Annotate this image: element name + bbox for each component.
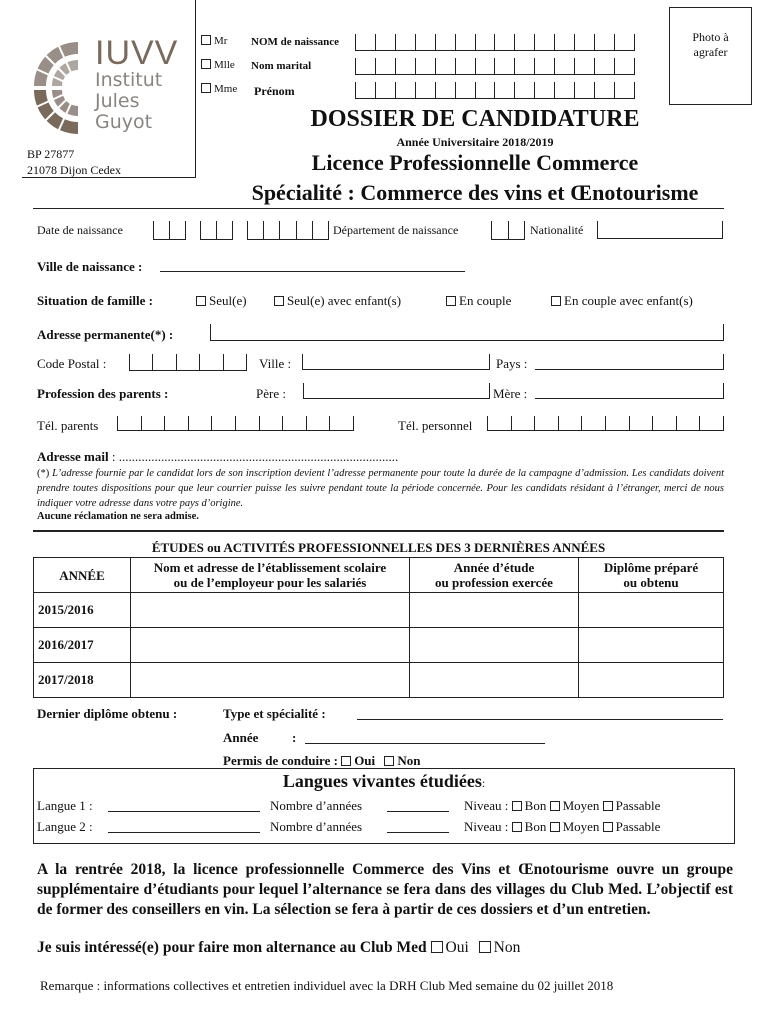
option-couple-enfants[interactable]: En couple avec enfant(s) bbox=[551, 293, 693, 309]
remark: Remarque : informations collectives et entretien individuel avec la DRH Club Med semaine du 02 juillet 2018 bbox=[40, 978, 614, 993]
logo-iuvv: IUVV bbox=[95, 34, 179, 72]
label-ville: Ville : bbox=[259, 356, 292, 371]
label-date-naissance: Date de naissance bbox=[37, 223, 123, 237]
address-bp: BP 27877 bbox=[27, 147, 75, 161]
prenom-field[interactable] bbox=[355, 82, 635, 99]
label-nom-naissance: NOM de naissance bbox=[251, 36, 339, 48]
checkbox-icon bbox=[512, 801, 522, 811]
label-code-postal: Code Postal : bbox=[37, 356, 107, 371]
clubmed-question: Je suis intéressé(e) pour faire mon alternance au Club Med Oui Non bbox=[37, 939, 521, 956]
study-cell[interactable] bbox=[410, 593, 579, 628]
label-permis: Permis de conduire : Oui Non bbox=[223, 753, 421, 768]
annee-diplome-field[interactable] bbox=[305, 729, 545, 744]
birth-day-field[interactable] bbox=[153, 221, 186, 240]
checkbox-icon bbox=[603, 801, 613, 811]
nationalite-field[interactable] bbox=[597, 221, 723, 239]
tel-personnel-field[interactable] bbox=[487, 416, 724, 431]
nom-marital-field[interactable] bbox=[355, 58, 635, 75]
birth-year-field[interactable] bbox=[247, 221, 329, 240]
label-situation-famille: Situation de famille : bbox=[37, 293, 153, 308]
option-seul[interactable]: Seul(e) bbox=[196, 293, 247, 309]
header-divider bbox=[33, 208, 724, 209]
checkbox-icon bbox=[550, 822, 560, 832]
label-email: Adresse mail bbox=[37, 449, 109, 464]
studies-table bbox=[33, 557, 724, 698]
school-cell[interactable] bbox=[131, 663, 410, 698]
pays-field[interactable] bbox=[535, 354, 724, 370]
label-type-specialite: Type et spécialité : bbox=[223, 706, 326, 721]
academic-year: Année Universitaire 2018/2019 bbox=[396, 135, 554, 149]
label-adresse-permanente: Adresse permanente(*) : bbox=[37, 327, 174, 342]
school-cell[interactable] bbox=[131, 628, 410, 663]
address-city: 21078 Dijon Cedex bbox=[27, 163, 121, 177]
table-header-row bbox=[34, 558, 724, 593]
checkbox-icon bbox=[274, 296, 284, 306]
checkbox-icon bbox=[341, 756, 351, 766]
col-header-year: ANNÉE bbox=[34, 558, 131, 593]
langue-1-years-field[interactable] bbox=[387, 797, 449, 812]
table-row bbox=[34, 628, 724, 663]
annee-colon: : bbox=[292, 730, 297, 745]
ville-field[interactable] bbox=[302, 354, 490, 370]
langue-1-years-label: Nombre d’années bbox=[270, 798, 363, 813]
checkbox-icon bbox=[201, 83, 211, 93]
clubmed-non[interactable]: Non bbox=[479, 939, 521, 956]
label-dernier-diplome: Dernier diplôme obtenu : bbox=[37, 706, 178, 721]
langue-1-field[interactable] bbox=[108, 797, 260, 812]
checkbox-icon bbox=[551, 296, 561, 306]
level-bon[interactable]: Bon bbox=[512, 798, 547, 813]
label-prenom: Prénom bbox=[254, 84, 295, 98]
pere-field[interactable] bbox=[303, 383, 490, 399]
civility-mr[interactable]: Mr bbox=[201, 35, 227, 47]
diploma-cell[interactable] bbox=[579, 663, 724, 698]
row-year: 2017/2018 bbox=[34, 663, 131, 698]
type-specialite-field[interactable] bbox=[357, 705, 723, 720]
address-note: (*) L’adresse fournie par le candidat lors de son inscription devient l’adresse permanente pour toute la durée de la campagne d’admission. Les candidats doivent prendre toutes dispositions pour que leur courrier puisse les suivre pendant toute la période concernée. Pour les candidats résidant à l’étranger, merci de nous indiquer votre adresse dans votre pays d’origine. bbox=[37, 468, 724, 509]
level-moyen[interactable]: Moyen bbox=[550, 819, 600, 834]
langue-2-level: Niveau : Bon Moyen Passable bbox=[464, 819, 661, 834]
school-cell[interactable] bbox=[131, 593, 410, 628]
langue-2-field[interactable] bbox=[108, 818, 260, 833]
level-moyen[interactable]: Moyen bbox=[550, 798, 600, 813]
langue-2-label: Langue 2 : bbox=[37, 819, 93, 834]
mere-field[interactable] bbox=[535, 383, 724, 399]
study-cell[interactable] bbox=[410, 628, 579, 663]
subtitle-specialite: Spécialité : Commerce des vins et Œnotourisme bbox=[251, 180, 699, 205]
level-passable[interactable]: Passable bbox=[603, 798, 661, 813]
option-couple[interactable]: En couple bbox=[446, 293, 511, 309]
checkbox-icon bbox=[512, 822, 522, 832]
permis-oui[interactable]: Oui bbox=[341, 753, 375, 768]
label-ville-naissance: Ville de naissance : bbox=[37, 259, 143, 274]
label-pays: Pays : bbox=[496, 356, 528, 371]
checkbox-icon bbox=[201, 59, 211, 69]
photo-box: Photo à agrafer bbox=[669, 7, 752, 105]
birth-month-field[interactable] bbox=[200, 221, 233, 240]
institute-logo-emblem-icon bbox=[30, 38, 92, 136]
clubmed-oui[interactable]: Oui bbox=[431, 939, 469, 956]
label-departement: Département de naissance bbox=[333, 223, 459, 237]
checkbox-icon bbox=[446, 296, 456, 306]
diploma-cell[interactable] bbox=[579, 593, 724, 628]
label-nom-marital: Nom marital bbox=[251, 60, 312, 72]
code-postal-field[interactable] bbox=[129, 354, 247, 371]
langue-2-years-field[interactable] bbox=[387, 818, 449, 833]
studies-title: ÉTUDES ou ACTIVITÉS PROFESSIONNELLES DES 3 DERNIÈRES ANNÉES bbox=[151, 540, 606, 555]
checkbox-icon bbox=[201, 35, 211, 45]
civility-mme[interactable]: Mme bbox=[201, 83, 237, 95]
subtitle-licence: Licence Professionnelle Commerce bbox=[311, 150, 639, 175]
checkbox-icon bbox=[603, 822, 613, 832]
civility-mlle[interactable]: Mlle bbox=[201, 59, 235, 71]
adresse-permanente-field[interactable] bbox=[210, 324, 724, 341]
table-row bbox=[34, 593, 724, 628]
col-header-study: Année d’étude ou profession exercée bbox=[410, 558, 579, 593]
langue-1-label: Langue 1 : bbox=[37, 798, 93, 813]
label-nationalite: Nationalité bbox=[530, 223, 584, 237]
checkbox-icon bbox=[479, 941, 491, 953]
checkbox-icon bbox=[431, 941, 443, 953]
level-passable[interactable]: Passable bbox=[603, 819, 661, 834]
checkbox-icon bbox=[384, 756, 394, 766]
tel-parents-field[interactable] bbox=[117, 416, 354, 431]
no-claim-notice: Aucune réclamation ne sera admise. bbox=[37, 511, 199, 522]
option-seul-enfants[interactable]: Seul(e) avec enfant(s) bbox=[274, 293, 401, 309]
langue-2-years-label: Nombre d’années bbox=[270, 819, 363, 834]
label-mere: Mère : bbox=[493, 386, 528, 401]
row-year: 2015/2016 bbox=[34, 593, 131, 628]
languages-title: Langues vivantes étudiées: bbox=[282, 771, 486, 791]
email-row[interactable] bbox=[37, 449, 398, 465]
email-field[interactable]: : ...................................................................................... bbox=[111, 449, 399, 464]
langue-1-level: Niveau : Bon Moyen Passable bbox=[464, 798, 661, 813]
clubmed-paragraph: A la rentrée 2018, la licence professionnelle Commerce des Vins et Œnotourisme ouvre un groupe supplémentaire d’étudiants pour lequel l’alternance se fera dans des villages du Club Med. L’objectif est de former des conseillers en vin. La sélection se fera à partir de ces dossiers et d’un entretien. bbox=[37, 861, 733, 918]
label-annee-diplome: Année bbox=[223, 730, 259, 745]
checkbox-icon bbox=[550, 801, 560, 811]
col-header-school: Nom et adresse de l’établissement scolaire ou de l’employeur pour les salariés bbox=[131, 558, 410, 593]
label-tel-parents: Tél. parents bbox=[37, 418, 99, 433]
col-header-diploma: Diplôme préparé ou obtenu bbox=[579, 558, 724, 593]
study-cell[interactable] bbox=[410, 663, 579, 698]
ville-naissance-field[interactable] bbox=[160, 256, 465, 272]
nom-naissance-field[interactable] bbox=[355, 34, 635, 51]
checkbox-icon bbox=[196, 296, 206, 306]
section-divider bbox=[33, 530, 724, 532]
permis-non[interactable]: Non bbox=[384, 753, 420, 768]
page-title: DOSSIER DE CANDIDATURE bbox=[310, 106, 640, 132]
logo-name: Institut Jules Guyot bbox=[95, 69, 163, 133]
label-profession-parents: Profession des parents : bbox=[37, 386, 169, 401]
table-row bbox=[34, 663, 724, 698]
label-pere: Père : bbox=[256, 386, 286, 401]
diploma-cell[interactable] bbox=[579, 628, 724, 663]
row-year: 2016/2017 bbox=[34, 628, 131, 663]
level-bon[interactable]: Bon bbox=[512, 819, 547, 834]
label-tel-personnel: Tél. personnel bbox=[398, 418, 473, 433]
departement-field[interactable] bbox=[491, 221, 525, 240]
